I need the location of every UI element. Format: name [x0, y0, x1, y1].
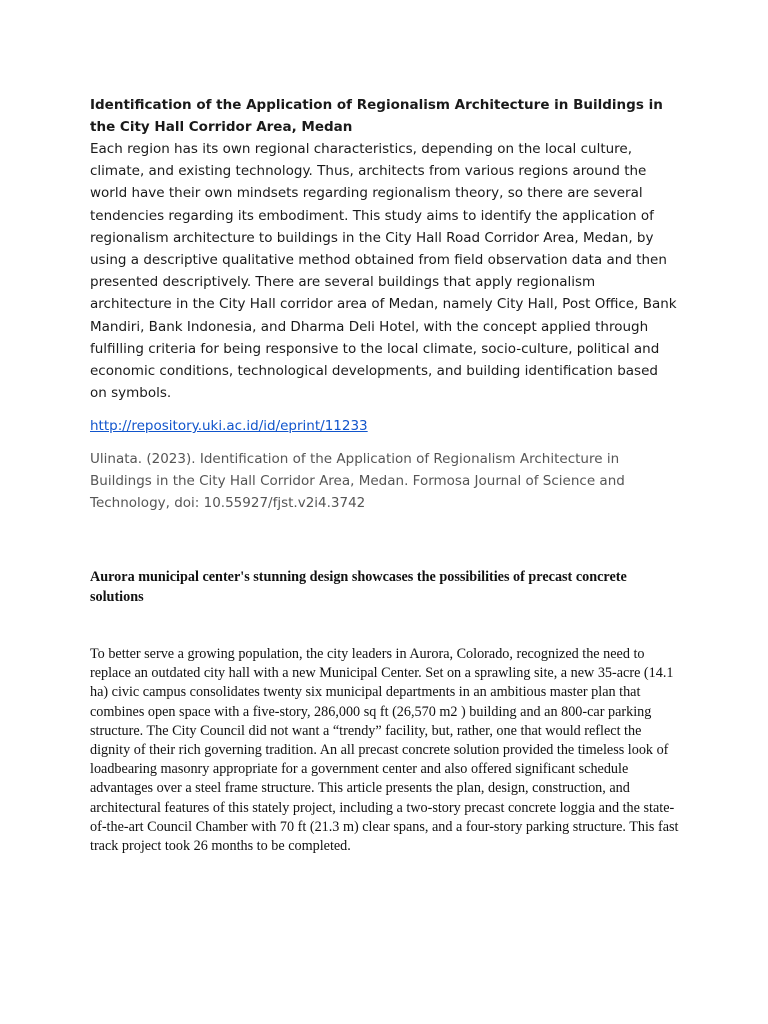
repository-link[interactable]: http://repository.uki.ac.id/id/eprint/11233: [90, 418, 368, 435]
entry-abstract: To better serve a growing population, the city leaders in Aurora, Colorado, recognized the need to replace an outdated city hall with a new Municipal Center. Set on a sprawling site, a new 35-acre (14.1 ha) civic campus consolidates twenty six municipal departments in an ambitious master plan that combines open space with a five-story, 286,000 sq ft (26,570 m2 ) building and an 800-car parking structure. The City Council did not want a “trendy” facility, but, rather, one that would reflect the dignity of their rich governing tradition. An all precast concrete solution provided the timeless look of loadbearing masonry appropriate for a government center and also offered significant schedule advantages over a steel frame structure. This article presents the plan, design, construction, and architectural features of this stately project, including a two-story precast concrete loggia and the state-of-the-art Council Chamber with 70 ft (21.3 m) clear spans, and a four-story parking structure. This fast track project took 26 months to be completed.: [90, 646, 679, 855]
reference-entry-regionalism: [90, 94, 678, 514]
reference-entry-aurora: [90, 567, 680, 856]
entry-citation: Ulinata. (2023). Identification of the Application of Regionalism Architecture in Buildings in the City Hall Corridor Area, Medan. Formosa Journal of Science and Technology, doi: 10.55927/fjst.v2i4.3742: [90, 451, 625, 512]
entry-title: Aurora municipal center's stunning design showcases the possibilities of precast concrete solutions: [90, 569, 627, 605]
entry-abstract: Each region has its own regional characteristics, depending on the local culture, climate, and existing technology. Thus, architects from various regions around the world have their own mindsets regarding regionalism theory, so there are several tendencies regarding its embodiment. This study aims to identify the application of regionalism architecture to buildings in the City Hall Road Corridor Area, Medan, by using a descriptive qualitative method obtained from field observation data and then presented descriptively. There are several buildings that apply regionalism architecture in the City Hall corridor area of Medan, namely City Hall, Post Office, Bank Mandiri, Bank Indonesia, and Dharma Deli Hotel, with the concept applied through fulfilling criteria for being responsive to the local climate, socio-culture, political and economic conditions, technological developments, and building identification based on symbols.: [90, 141, 677, 402]
entry-title: Identification of the Application of Regionalism Architecture in Buildings in the City Hall Corridor Area, Medan: [90, 97, 663, 135]
